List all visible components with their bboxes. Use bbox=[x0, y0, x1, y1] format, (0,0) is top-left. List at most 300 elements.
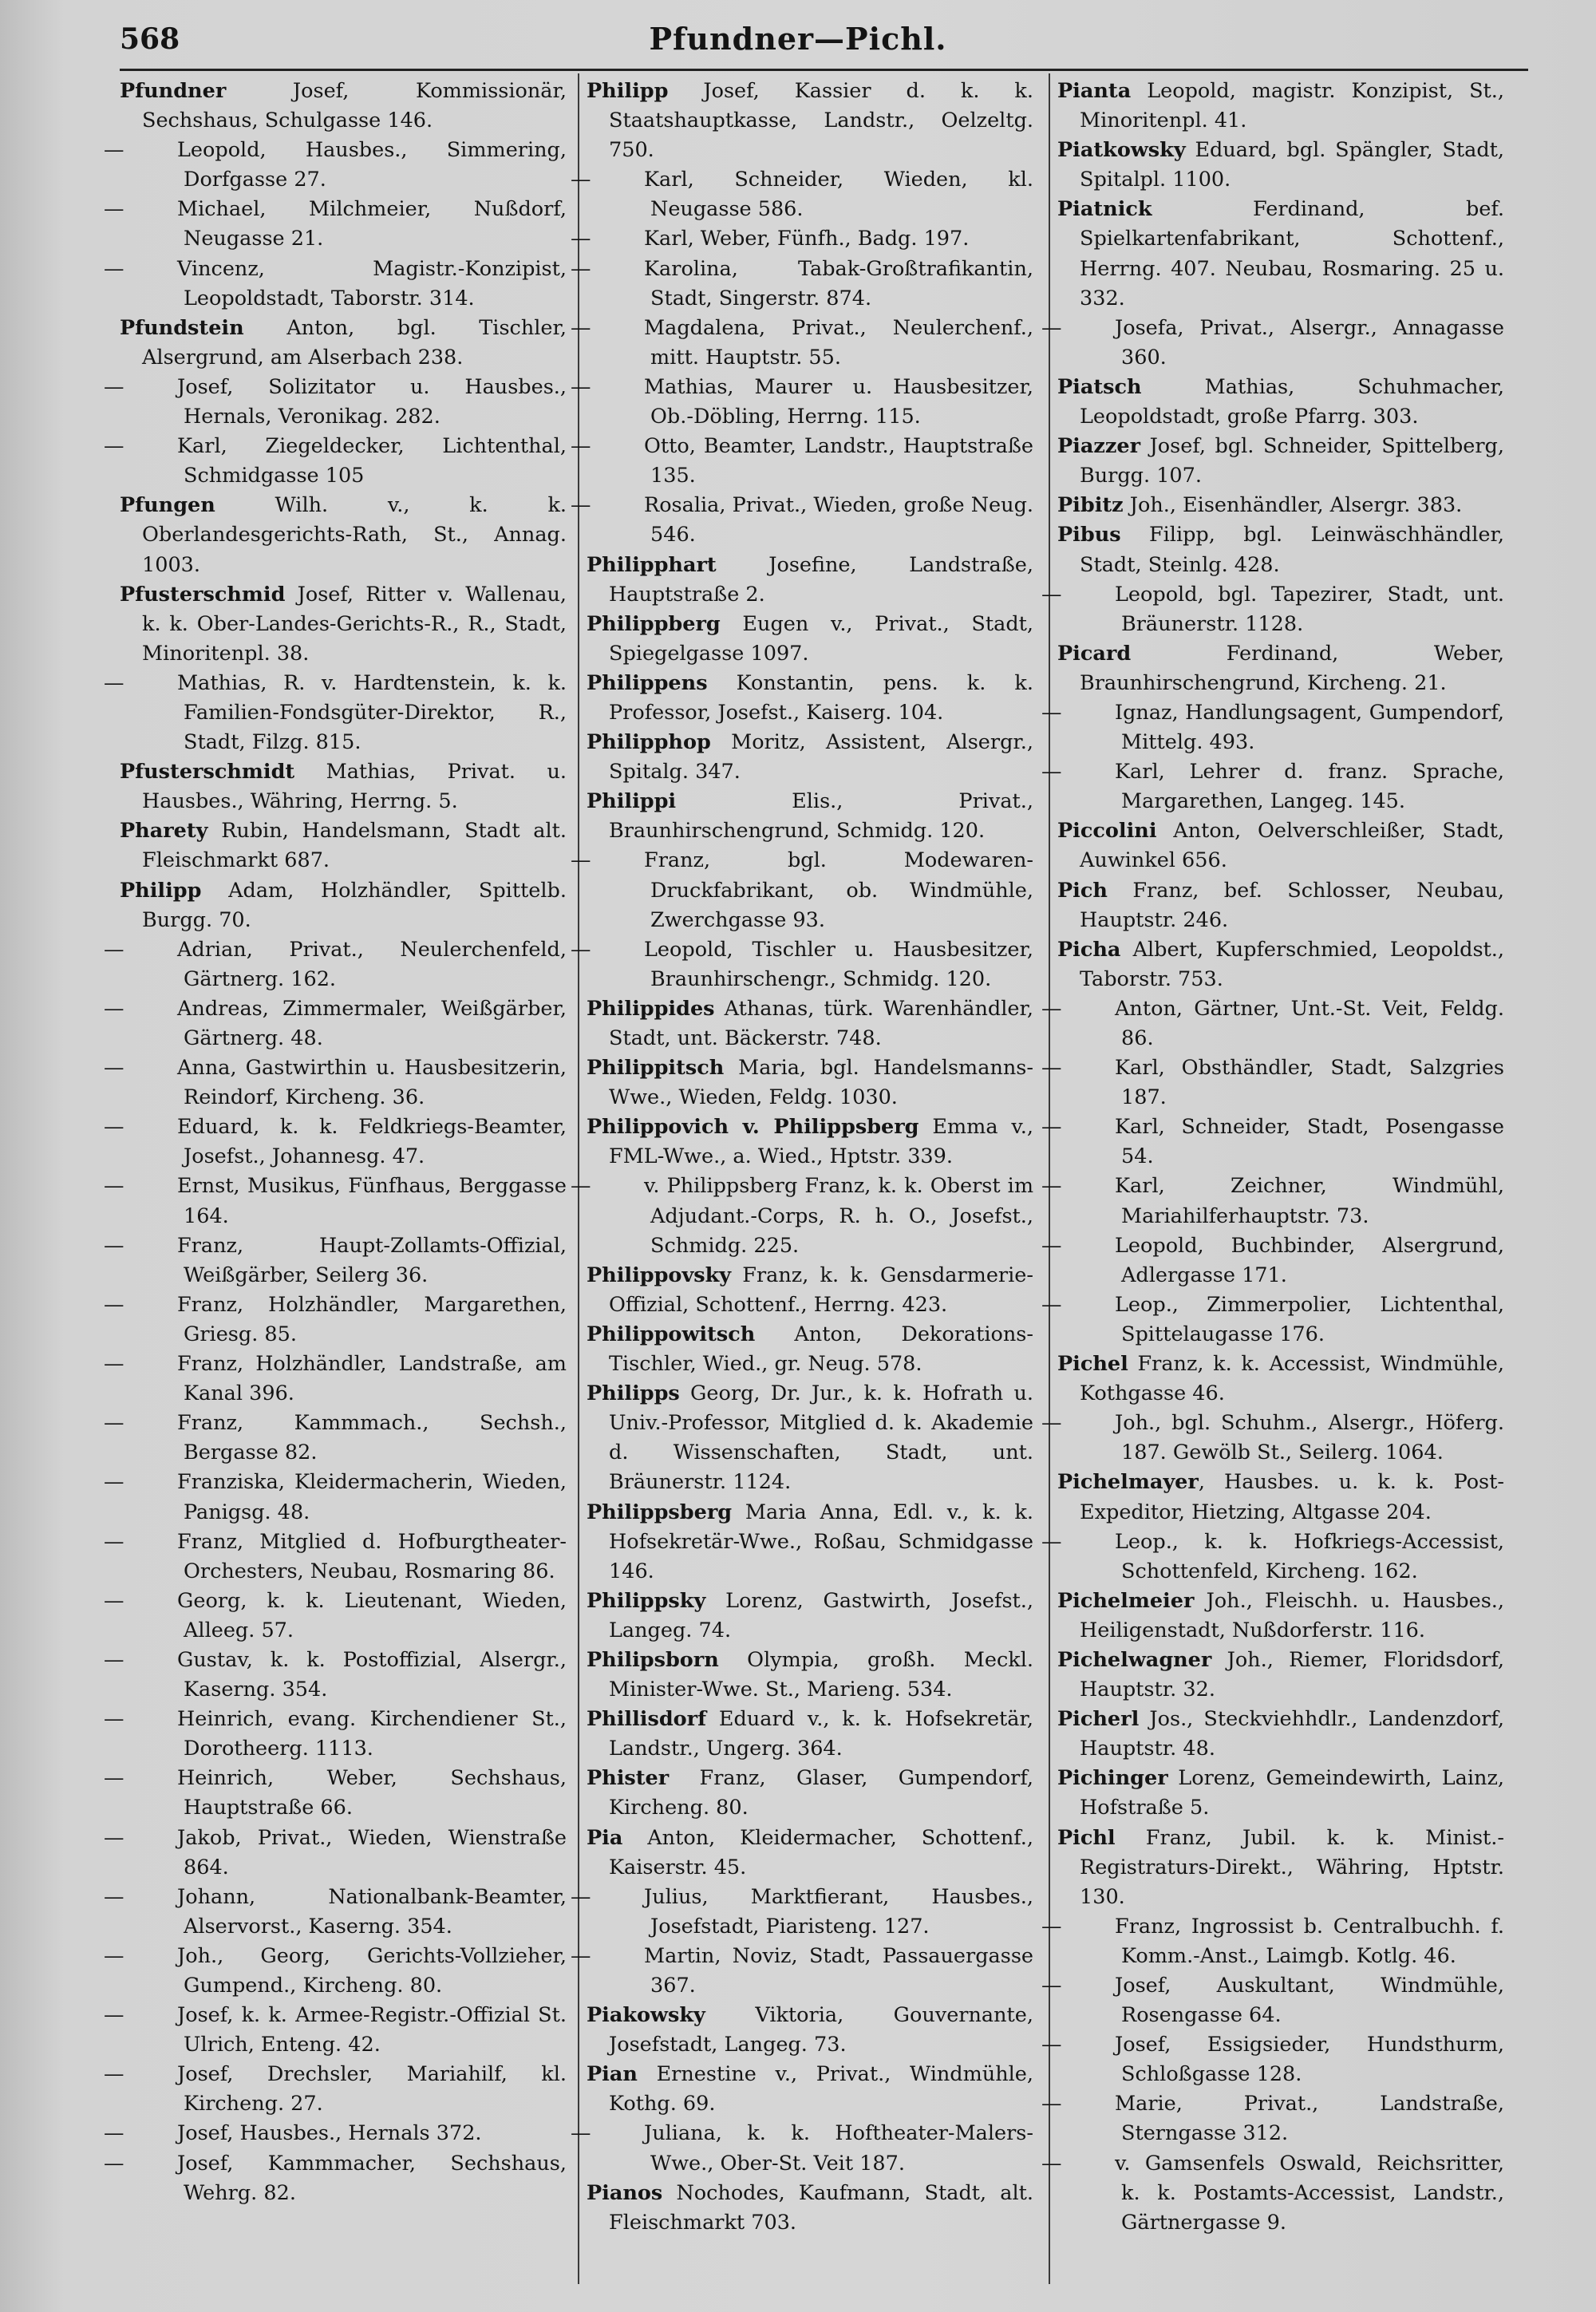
surname: Philippitsch bbox=[587, 1056, 725, 1081]
entry-details: Josefa, Privat., Alsergr., Annagasse 360. bbox=[1115, 315, 1504, 370]
ditto-dash: — bbox=[571, 315, 591, 340]
entry-details: Eugen v., Privat., Stadt, Spiegelgasse 1097. bbox=[609, 611, 1033, 666]
directory-entry bbox=[104, 1764, 567, 1823]
directory-entry bbox=[1041, 580, 1504, 639]
ditto-dash: — bbox=[1041, 582, 1062, 607]
ditto-dash: — bbox=[1041, 1174, 1062, 1199]
ditto-dash: — bbox=[104, 1470, 124, 1495]
surname: Pian bbox=[587, 2062, 638, 2087]
directory-entry bbox=[587, 1113, 1033, 1172]
ditto-dash: — bbox=[104, 1352, 124, 1377]
entry-details: Josef, Kassier d. k. k. Staatshauptkasse, Landstr., Oelzeltg. 750. bbox=[609, 79, 1033, 163]
directory-entry bbox=[1057, 520, 1504, 579]
entry-details: Franz, Holzhändler, Landstraße, am Kanal 396. bbox=[177, 1352, 567, 1406]
surname: Pianos bbox=[587, 2180, 663, 2205]
directory-entry bbox=[1057, 1824, 1504, 1912]
entry-details: Heinrich, evang. Kirchendiener St., Dorotheerg. 1113. bbox=[177, 1707, 567, 1761]
directory-entry bbox=[587, 2001, 1033, 2060]
directory-entry bbox=[587, 1764, 1033, 1823]
entry-details: , Hausbes. u. k. k. Post-Expeditor, Hietzing, Altgasse 204. bbox=[1080, 1470, 1504, 1524]
entry-details: Johann, Nationalbank-Beamter, Alservorst., Kaserng. 354. bbox=[177, 1884, 567, 1939]
ditto-dash: — bbox=[1041, 2151, 1062, 2176]
entry-details: Adrian, Privat., Neulerchenfeld, Gärtnerg. 162. bbox=[177, 937, 567, 991]
entry-details: Andreas, Zimmermaler, Weißgärber, Gärtnerg. 48. bbox=[177, 996, 567, 1050]
directory-entry bbox=[104, 669, 567, 757]
directory-entry bbox=[104, 2060, 567, 2119]
directory-entry bbox=[1041, 2030, 1504, 2089]
entry-details: Anton, Kleidermacher, Schottenf., Kaiserstr. 45. bbox=[609, 1825, 1033, 1879]
entry-details: Mathias, Maurer u. Hausbesitzer, Ob.-Döbling, Herrng. 115. bbox=[644, 374, 1033, 429]
entry-details: Franz, Haupt-Zollamts-Offizial, Weißgärber, Seilerg 36. bbox=[177, 1233, 567, 1287]
entry-details: Anton, Gärtner, Unt.-St. Veit, Feldg. 86. bbox=[1115, 996, 1504, 1050]
entry-details: Wilh. v., k. k. Oberlandesgerichts-Rath, St., Annag. 1003. bbox=[142, 493, 567, 577]
directory-entry bbox=[104, 2001, 567, 2060]
directory-entry bbox=[120, 580, 567, 669]
surname: Phillisdorf bbox=[587, 1707, 707, 1732]
entry-details: Franz, Holzhändler, Margarethen, Griesg. 85. bbox=[177, 1292, 567, 1346]
ditto-dash: — bbox=[1041, 2092, 1062, 2116]
directory-entry bbox=[1057, 77, 1504, 136]
directory-entry bbox=[1041, 2149, 1504, 2238]
directory-entry bbox=[1057, 876, 1504, 935]
entry-details: Jakob, Privat., Wieden, Wienstraße 864. bbox=[177, 1825, 567, 1879]
directory-entry bbox=[587, 610, 1033, 669]
ditto-dash: — bbox=[571, 937, 591, 962]
surname: Piazzer bbox=[1057, 434, 1141, 459]
ditto-dash: — bbox=[104, 1588, 124, 1613]
directory-entry bbox=[104, 1468, 567, 1527]
directory-entry bbox=[571, 373, 1033, 432]
directory-entry bbox=[1041, 1231, 1504, 1290]
entry-details: Franz, Kammmach., Sechsh., Bergasse 82. bbox=[177, 1411, 567, 1465]
ditto-dash: — bbox=[571, 434, 591, 459]
entry-details: Filipp, bgl. Leinwäschhändler, Stadt, Steinlg. 428. bbox=[1080, 523, 1504, 577]
entry-details: Lorenz, Gemeindewirth, Lainz, Hofstraße 5. bbox=[1080, 1766, 1504, 1820]
directory-entry bbox=[571, 165, 1033, 224]
directory-entry bbox=[120, 876, 567, 935]
surname: Pichel bbox=[1057, 1352, 1128, 1377]
ditto-dash: — bbox=[1041, 996, 1062, 1021]
directory-entry bbox=[587, 1705, 1033, 1764]
surname: Philippowitsch bbox=[587, 1322, 756, 1346]
ditto-dash: — bbox=[1041, 1115, 1062, 1140]
column-3 bbox=[1041, 77, 1504, 2287]
entry-details: Karl, Lehrer d. franz. Sprache, Margarethen, Langeg. 145. bbox=[1115, 760, 1504, 814]
column-1 bbox=[104, 77, 567, 2287]
entry-details: v. Philippsberg Franz, k. k. Oberst im Adjudant.-Corps, R. h. O., Josefst., Schmidg. 225. bbox=[644, 1174, 1033, 1258]
entry-details: Franz, Jubil. k. k. Minist.-Registraturs-Direkt., Währing, Hptstr. 130. bbox=[1080, 1825, 1504, 1909]
surname: Pfundner bbox=[120, 79, 227, 103]
entry-details: Karl, Zeichner, Windmühl, Mariahilferhauptstr. 73. bbox=[1115, 1174, 1504, 1228]
directory-entry bbox=[571, 1883, 1033, 1942]
directory-entry bbox=[1041, 1290, 1504, 1350]
entry-details: Josef, Kommissionär, Sechshaus, Schulgasse 146. bbox=[142, 79, 567, 133]
directory-entry bbox=[104, 1587, 567, 1646]
entry-details: Leopold, Hausbes., Simmering, Dorfgasse 27. bbox=[177, 138, 567, 192]
directory-entry bbox=[571, 491, 1033, 550]
entry-details: Josef, Auskultant, Windmühle, Rosengasse 64. bbox=[1115, 1974, 1504, 2028]
directory-entry bbox=[571, 935, 1033, 994]
directory-entry bbox=[587, 1379, 1033, 1497]
ditto-dash: — bbox=[1041, 1233, 1062, 1258]
ditto-dash: — bbox=[104, 670, 124, 695]
directory-entry bbox=[571, 432, 1033, 491]
ditto-dash: — bbox=[571, 2121, 591, 2146]
surname: Pich bbox=[1057, 878, 1108, 903]
surname: Pfusterschmidt bbox=[120, 760, 295, 784]
entry-details: Juliana, k. k. Hoftheater-Malers-Wwe., Ober-St. Veit 187. bbox=[644, 2121, 1033, 2176]
directory-entry bbox=[1041, 1113, 1504, 1172]
directory-entry bbox=[120, 816, 567, 875]
directory-entry bbox=[587, 1824, 1033, 1883]
ditto-dash: — bbox=[104, 1115, 124, 1140]
ditto-dash: — bbox=[571, 374, 591, 399]
directory-entry bbox=[1041, 1409, 1504, 1468]
entry-details: Josef, Kammmacher, Sechshaus, Wehrg. 82. bbox=[177, 2151, 567, 2205]
directory-entry bbox=[104, 2119, 567, 2148]
directory-entry bbox=[587, 2179, 1033, 2238]
surname: Phister bbox=[587, 1766, 670, 1791]
entry-details: Julius, Marktfierant, Hausbes., Josefstadt, Piaristeng. 127. bbox=[644, 1884, 1033, 1939]
ditto-dash: — bbox=[104, 1825, 124, 1850]
entry-details: Leopold, Buchbinder, Alsergrund, Adlergasse 171. bbox=[1115, 1233, 1504, 1287]
entry-details: Joh., Fleischh. u. Hausbes., Heiligenstadt, Nußdorferstr. 116. bbox=[1080, 1588, 1504, 1642]
entry-details: Ernestine v., Privat., Windmühle, Kothg. 69. bbox=[609, 2062, 1033, 2116]
surname: Philippovsky bbox=[587, 1263, 732, 1287]
surname: Picherl bbox=[1057, 1707, 1140, 1732]
directory-entry bbox=[1041, 1528, 1504, 1587]
entry-details: Leopold, magistr. Konzipist, St., Minoritenpl. 41. bbox=[1080, 79, 1504, 133]
ditto-dash: — bbox=[1041, 2033, 1062, 2057]
ditto-dash: — bbox=[1041, 1292, 1062, 1317]
surname: Piatnick bbox=[1057, 197, 1152, 222]
directory-entry bbox=[104, 373, 567, 432]
entry-details: Anton, Dekorations-Tischler, Wied., gr. Neug. 578. bbox=[609, 1322, 1033, 1377]
directory-entry bbox=[104, 1409, 567, 1468]
entry-details: Joh., Riemer, Floridsdorf, Hauptstr. 32. bbox=[1080, 1647, 1504, 1702]
surname: Pibitz bbox=[1057, 493, 1124, 518]
entry-details: Athanas, türk. Warenhändler, Stadt, unt. Bäckerstr. 748. bbox=[609, 996, 1033, 1050]
ditto-dash: — bbox=[104, 434, 124, 459]
directory-entry bbox=[587, 787, 1033, 846]
ditto-dash: — bbox=[104, 1647, 124, 1672]
ditto-dash: — bbox=[1041, 315, 1062, 340]
directory-entry bbox=[104, 1883, 567, 1942]
surname: Pichl bbox=[1057, 1825, 1116, 1850]
page-header bbox=[0, 0, 1596, 69]
surname: Pfundstein bbox=[120, 315, 244, 340]
entry-details: Magdalena, Privat., Neulerchenf., mitt. Hauptstr. 55. bbox=[644, 315, 1033, 370]
entry-details: Josefine, Landstraße, Hauptstraße 2. bbox=[609, 552, 1033, 607]
surname: Philipps bbox=[587, 1381, 680, 1406]
entry-details: Vincenz, Magistr.-Konzipist, Leopoldstadt, Taborstr. 314. bbox=[177, 256, 567, 310]
surname: Pibus bbox=[1057, 523, 1121, 547]
ditto-dash: — bbox=[571, 1174, 591, 1199]
entry-details: Franz, k. k. Gensdarmerie-Offizial, Schottenf., Herrng. 423. bbox=[609, 1263, 1033, 1317]
surname: Philippsberg bbox=[587, 1500, 733, 1524]
entry-details: Eduard, k. k. Feldkriegs-Beamter, Josefst., Johannesg. 47. bbox=[177, 1115, 567, 1169]
entry-details: Georg, Dr. Jur., k. k. Hofrath u. Univ.-Professor, Mitglied d. k. Akademie d. Wissenschaften, Stadt, unt. Bräunerstr. 1124. bbox=[609, 1381, 1033, 1495]
ditto-dash: — bbox=[104, 256, 124, 281]
surname: Philippsky bbox=[587, 1588, 706, 1613]
entry-details: Jos., Steckviehhdlr., Landenzdorf, Hauptstr. 48. bbox=[1080, 1707, 1504, 1761]
entry-details: Josef, Hausbes., Hernals 372. bbox=[177, 2121, 482, 2146]
ditto-dash: — bbox=[1041, 760, 1062, 784]
ditto-dash: — bbox=[104, 1529, 124, 1554]
directory-entry bbox=[1041, 1053, 1504, 1113]
entry-details: Heinrich, Weber, Sechshaus, Hauptstraße 66. bbox=[177, 1766, 567, 1820]
entry-details: Leop., Zimmerpolier, Lichtenthal, Spittelaugasse 176. bbox=[1115, 1292, 1504, 1346]
directory-entry bbox=[1041, 994, 1504, 1053]
entry-details: Olympia, großh. Meckl. Minister-Wwe. St., Marieng. 534. bbox=[609, 1647, 1033, 1702]
entry-details: Joh., Georg, Gerichts-Vollzieher, Gumpend., Kircheng. 80. bbox=[177, 1943, 567, 1998]
ditto-dash: — bbox=[571, 168, 591, 192]
entry-details: Ernst, Musikus, Fünfhaus, Berggasse 164. bbox=[177, 1174, 567, 1228]
entry-details: Franz, Ingrossist b. Centralbuchh. f. Komm.-Anst., Laimgb. Kotlg. 46. bbox=[1115, 1914, 1504, 1968]
directory-entry bbox=[104, 1528, 567, 1587]
directory-entry bbox=[1057, 136, 1504, 195]
ditto-dash: — bbox=[104, 374, 124, 399]
page-number: 568 bbox=[120, 22, 180, 56]
directory-entry bbox=[1057, 935, 1504, 994]
ditto-dash: — bbox=[104, 2062, 124, 2087]
entry-details: Maria Anna, Edl. v., k. k. Hofsekretär-Wwe., Roßau, Schmidgasse 146. bbox=[609, 1500, 1033, 1583]
directory-entry bbox=[104, 935, 567, 994]
surname: Pichelwagner bbox=[1057, 1647, 1212, 1672]
directory-entry bbox=[587, 2060, 1033, 2119]
directory-entry bbox=[104, 2149, 567, 2208]
directory-entry bbox=[120, 77, 567, 136]
directory-entry bbox=[1041, 757, 1504, 816]
directory-entry bbox=[104, 1113, 567, 1172]
surname: Philippens bbox=[587, 670, 708, 695]
ditto-dash: — bbox=[104, 937, 124, 962]
surname: Pfusterschmid bbox=[120, 582, 286, 607]
directory-entry bbox=[587, 77, 1033, 165]
surname: Philippberg bbox=[587, 611, 721, 636]
entry-details: Elis., Privat., Braunhirschengrund, Schmidg. 120. bbox=[609, 789, 1033, 844]
ditto-dash: — bbox=[104, 1884, 124, 1909]
directory-entry bbox=[104, 1172, 567, 1231]
directory-entry bbox=[1057, 1705, 1504, 1764]
directory-entry bbox=[1041, 314, 1504, 373]
ditto-dash: — bbox=[104, 1707, 124, 1732]
ditto-dash: — bbox=[104, 2003, 124, 2028]
directory-entry bbox=[104, 1231, 567, 1290]
entry-details: Josef, Solizitator u. Hausbes., Hernals, Veronikag. 282. bbox=[177, 374, 567, 429]
entry-details: Michael, Milchmeier, Nußdorf, Neugasse 21. bbox=[177, 197, 567, 251]
directory-entry bbox=[571, 255, 1033, 314]
directory-entry bbox=[1041, 2089, 1504, 2148]
entry-details: Rubin, Handelsmann, Stadt alt. Fleischmarkt 687. bbox=[142, 819, 567, 873]
entry-details: Karl, Ziegeldecker, Lichtenthal, Schmidgasse 105 bbox=[177, 434, 567, 488]
entry-details: Georg, k. k. Lieutenant, Wieden, Alleeg. 57. bbox=[177, 1588, 567, 1642]
directory-entry bbox=[571, 1172, 1033, 1260]
directory-entry bbox=[1057, 491, 1504, 520]
surname: Piakowsky bbox=[587, 2003, 705, 2028]
surname: Philippovich v. Philippsberg bbox=[587, 1115, 919, 1140]
entry-details: Karl, Weber, Fünfh., Badg. 197. bbox=[644, 227, 970, 251]
entry-details: Franz, bef. Schlosser, Neubau, Hauptstr. 246. bbox=[1080, 878, 1504, 932]
directory-entry bbox=[1057, 816, 1504, 875]
directory-entry bbox=[1057, 1587, 1504, 1646]
entry-details: Gustav, k. k. Postoffizial, Alsergr., Kaserng. 354. bbox=[177, 1647, 567, 1702]
directory-entry bbox=[587, 551, 1033, 610]
directory-entry bbox=[104, 255, 567, 314]
ditto-dash: — bbox=[571, 493, 591, 518]
entry-details: Leop., k. k. Hofkriegs-Accessist, Schottenfeld, Kircheng. 162. bbox=[1115, 1529, 1504, 1583]
entry-details: Karl, Schneider, Stadt, Posengasse 54. bbox=[1115, 1115, 1504, 1169]
directory-entry bbox=[587, 1646, 1033, 1705]
entry-details: Nochodes, Kaufmann, Stadt, alt. Fleischmarkt 703. bbox=[609, 2180, 1033, 2235]
directory-entry bbox=[104, 1053, 567, 1113]
ditto-dash: — bbox=[104, 138, 124, 163]
surname: Philipsborn bbox=[587, 1647, 719, 1672]
surname: Pianta bbox=[1057, 79, 1132, 103]
surname: Picard bbox=[1057, 641, 1132, 666]
surname: Philippides bbox=[587, 996, 715, 1021]
entry-details: Leopold, Tischler u. Hausbesitzer, Braunhirschengr., Schmidg. 120. bbox=[644, 937, 1033, 991]
entry-details: Otto, Beamter, Landstr., Hauptstraße 135. bbox=[644, 434, 1033, 488]
directory-entry bbox=[1057, 1646, 1504, 1705]
surname: Philipphop bbox=[587, 730, 711, 755]
directory-entry bbox=[120, 314, 567, 373]
ditto-dash: — bbox=[104, 197, 124, 222]
ditto-dash: — bbox=[104, 996, 124, 1021]
directory-entry bbox=[1041, 1912, 1504, 1971]
directory-entry bbox=[1057, 639, 1504, 698]
entry-details: Maria, bgl. Handelsmanns-Wwe., Wieden, Feldg. 1030. bbox=[609, 1056, 1033, 1110]
directory-entry bbox=[1057, 1350, 1504, 1409]
entry-details: Martin, Noviz, Stadt, Passauergasse 367. bbox=[644, 1943, 1033, 1998]
surname: Piccolini bbox=[1057, 819, 1157, 844]
directory-entry bbox=[104, 994, 567, 1053]
directory-entry bbox=[120, 491, 567, 579]
entry-details: Albert, Kupferschmied, Leopoldst., Taborstr. 753. bbox=[1080, 937, 1504, 991]
directory-entry bbox=[587, 1587, 1033, 1646]
entry-details: Eduard, bgl. Spängler, Stadt, Spitalpl. 1100. bbox=[1080, 138, 1504, 192]
directory-entry bbox=[104, 1350, 567, 1409]
entry-details: Konstantin, pens. k. k. Professor, Josefst., Kaiserg. 104. bbox=[609, 670, 1033, 725]
directory-entry bbox=[571, 1942, 1033, 2001]
entry-details: Mathias, Privat. u. Hausbes., Währing, Herrng. 5. bbox=[142, 760, 567, 814]
ditto-dash: — bbox=[1041, 1056, 1062, 1081]
entry-details: Anna, Gastwirthin u. Hausbesitzerin, Reindorf, Kircheng. 36. bbox=[177, 1056, 567, 1110]
ditto-dash: — bbox=[1041, 1914, 1062, 1939]
directory-entry bbox=[1057, 1764, 1504, 1823]
surname: Picha bbox=[1057, 937, 1121, 962]
surname: Pichelmayer bbox=[1057, 1470, 1199, 1495]
directory-entry bbox=[1041, 1971, 1504, 2030]
ditto-dash: — bbox=[1041, 700, 1062, 725]
entry-details: Karl, Obsthändler, Stadt, Salzgries 187. bbox=[1115, 1056, 1504, 1110]
directory-entry bbox=[587, 1261, 1033, 1320]
ditto-dash: — bbox=[571, 1943, 591, 1968]
directory-entry bbox=[120, 757, 567, 816]
directory-entry bbox=[587, 669, 1033, 728]
ditto-dash: — bbox=[104, 1766, 124, 1791]
directory-entry bbox=[587, 1053, 1033, 1113]
entry-details: Adam, Holzhändler, Spittelb. Burgg. 70. bbox=[142, 878, 567, 932]
ditto-dash: — bbox=[104, 1292, 124, 1317]
ditto-dash: — bbox=[104, 1411, 124, 1436]
ditto-dash: — bbox=[104, 1056, 124, 1081]
surname: Pichinger bbox=[1057, 1766, 1168, 1791]
surname: Pfungen bbox=[120, 493, 215, 518]
entry-details: Josef, Drechsler, Mariahilf, kl. Kircheng. 27. bbox=[177, 2062, 567, 2116]
directory-entry bbox=[587, 994, 1033, 1053]
column-2 bbox=[571, 77, 1033, 2287]
entry-details: Ignaz, Handlungsagent, Gumpendorf, Mittelg. 493. bbox=[1115, 700, 1504, 755]
directory-entry bbox=[104, 1942, 567, 2001]
surname: Pharety bbox=[120, 819, 208, 844]
entry-details: Ferdinand, Weber, Braunhirschengrund, Kircheng. 21. bbox=[1080, 641, 1504, 695]
surname: Piatsch bbox=[1057, 374, 1142, 399]
entry-details: Mathias, Schuhmacher, Leopoldstadt, große Pfarrg. 303. bbox=[1080, 374, 1504, 429]
surname: Philipp bbox=[587, 79, 669, 103]
entry-details: Lorenz, Gastwirth, Josefst., Langeg. 74. bbox=[609, 1588, 1033, 1642]
entry-details: Ferdinand, bef. Spielkartenfabrikant, Schottenf., Herrng. 407. Neubau, Rosmaring. 25 u. 332. bbox=[1080, 197, 1504, 310]
entry-details: Franz, Mitglied d. Hofburgtheater-Orchesters, Neubau, Rosmaring 86. bbox=[177, 1529, 567, 1583]
surname: Pia bbox=[587, 1825, 623, 1850]
entry-details: Franz, Glaser, Gumpendorf, Kircheng. 80. bbox=[609, 1766, 1033, 1820]
directory-entry bbox=[571, 2119, 1033, 2178]
directory-entry bbox=[571, 314, 1033, 373]
directory-entry bbox=[587, 1498, 1033, 1587]
entry-details: Anton, bgl. Tischler, Alsergrund, am Alserbach 238. bbox=[142, 315, 567, 370]
directory-entry bbox=[1057, 373, 1504, 432]
directory-entry bbox=[104, 1646, 567, 1705]
entry-details: Anton, Oelverschleißer, Stadt, Auwinkel 656. bbox=[1080, 819, 1504, 873]
entry-details: Mathias, R. v. Hardtenstein, k. k. Familien-Fondsgüter-Direktor, R., Stadt, Filzg. 815. bbox=[177, 670, 567, 755]
entry-details: Joh., bgl. Schuhm., Alsergr., Höferg. 187. Gewölb St., Seilerg. 1064. bbox=[1115, 1411, 1504, 1465]
entry-details: Eduard v., k. k. Hofsekretär, Landstr., Ungerg. 364. bbox=[609, 1707, 1033, 1761]
directory-entry bbox=[104, 195, 567, 254]
directory-entry bbox=[104, 1290, 567, 1350]
entry-details: Rosalia, Privat., Wieden, große Neug. 546. bbox=[644, 493, 1033, 547]
directory-entry bbox=[104, 432, 567, 491]
entry-details: Karl, Schneider, Wieden, kl. Neugasse 586. bbox=[644, 168, 1033, 222]
directory-entry bbox=[571, 846, 1033, 935]
running-head: Pfundner—Pichl. bbox=[649, 21, 947, 57]
ditto-dash: — bbox=[104, 1943, 124, 1968]
surname: Piatkowsky bbox=[1057, 138, 1186, 163]
directory-entry bbox=[587, 1320, 1033, 1379]
directory-entry bbox=[104, 136, 567, 195]
surname: Philipphart bbox=[587, 552, 717, 577]
entry-details: Franziska, Kleidermacherin, Wieden, Panigsg. 48. bbox=[177, 1470, 567, 1524]
entry-details: Viktoria, Gouvernante, Josefstadt, Langeg. 73. bbox=[609, 2003, 1033, 2057]
entry-details: Leopold, bgl. Tapezirer, Stadt, unt. Bräunerstr. 1128. bbox=[1115, 582, 1504, 636]
surname: Philipp bbox=[120, 878, 202, 903]
directory-entry bbox=[1041, 1172, 1504, 1231]
directory-entry bbox=[571, 224, 1033, 254]
directory-entry bbox=[1057, 1468, 1504, 1527]
entry-details: Josef, bgl. Schneider, Spittelberg, Burgg. 107. bbox=[1080, 434, 1504, 488]
ditto-dash: — bbox=[571, 848, 591, 873]
entry-details: Emma v., FML-Wwe., a. Wied., Hptstr. 339. bbox=[609, 1115, 1033, 1169]
directory-entry bbox=[1041, 698, 1504, 757]
ditto-dash: — bbox=[571, 1884, 591, 1909]
entry-details: Joh., Eisenhändler, Alsergr. 383. bbox=[1123, 493, 1463, 518]
directory-entry bbox=[104, 1824, 567, 1883]
surname: Pichelmeier bbox=[1057, 1588, 1195, 1613]
entry-details: Franz, bgl. Modewaren-Druckfabrikant, ob. Windmühle, Zwerchgasse 93. bbox=[644, 848, 1033, 932]
directory-entry bbox=[1057, 432, 1504, 491]
ditto-dash: — bbox=[104, 2121, 124, 2146]
ditto-dash: — bbox=[571, 227, 591, 251]
directory-entry bbox=[587, 728, 1033, 787]
